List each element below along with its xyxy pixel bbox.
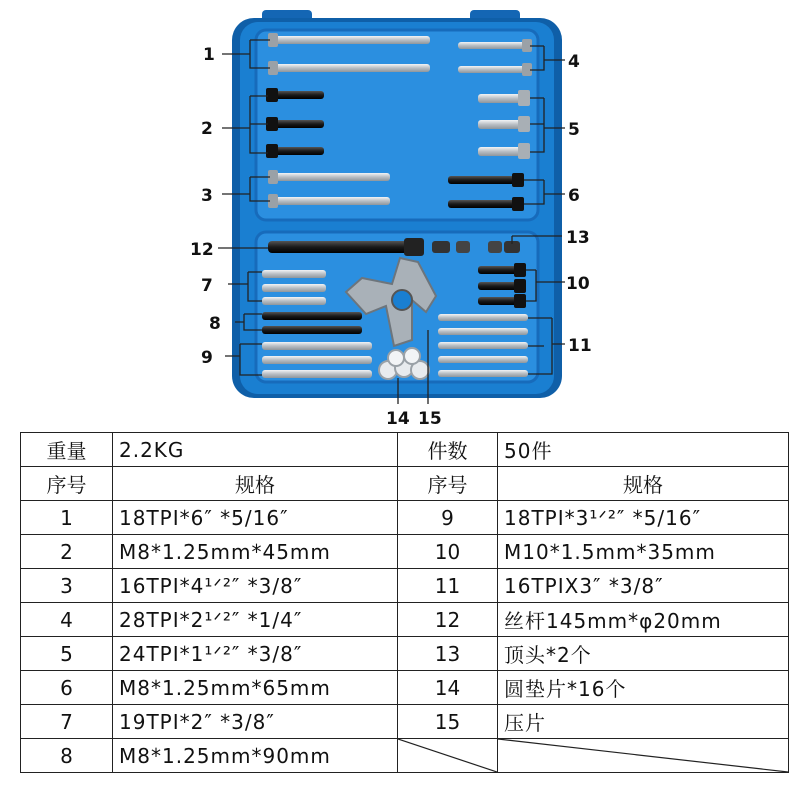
- row-no-left: 2: [21, 535, 113, 569]
- row-no-left: 8: [21, 739, 113, 773]
- callout-13: 13: [566, 228, 590, 248]
- callout-7: 7: [201, 276, 213, 296]
- row-no-left: 4: [21, 603, 113, 637]
- col-header-no-left: 序号: [21, 467, 113, 501]
- row-no-right: 14: [398, 671, 498, 705]
- header-row: [21, 467, 789, 501]
- row-no-right: 13: [398, 637, 498, 671]
- empty-cell-slashed: [498, 739, 789, 773]
- weight-value: 2.2KG: [113, 433, 398, 467]
- spec-table: [20, 432, 789, 773]
- callout-14: 14: [386, 409, 410, 429]
- count-value: 50件: [498, 433, 789, 467]
- row-spec-right: M10*1.5mm*35mm: [498, 535, 789, 569]
- row-spec-left: 19TPI*2″ *3/8″: [113, 705, 398, 739]
- callout-11: 11: [568, 336, 592, 356]
- row-no-right: 9: [398, 501, 498, 535]
- callout-3: 3: [201, 186, 213, 206]
- callout-2: 2: [201, 119, 213, 139]
- table-row: [21, 637, 789, 671]
- row-no-left: 6: [21, 671, 113, 705]
- count-label: 件数: [398, 433, 498, 467]
- row-spec-right: 16TPIX3″ *3/8″: [498, 569, 789, 603]
- row-no-left: 5: [21, 637, 113, 671]
- row-no-left: 7: [21, 705, 113, 739]
- callout-6: 6: [568, 186, 580, 206]
- col-header-spec-right: 规格: [498, 467, 789, 501]
- table-row: [21, 501, 789, 535]
- callout-12: 12: [190, 240, 214, 260]
- table-row: [21, 705, 789, 739]
- weight-label: 重量: [21, 433, 113, 467]
- row-spec-right: 压片: [498, 705, 789, 739]
- table-row: [21, 603, 789, 637]
- table-row: [21, 569, 789, 603]
- row-spec-left: M8*1.25mm*45mm: [113, 535, 398, 569]
- row-no-right: 10: [398, 535, 498, 569]
- row-no-left: 3: [21, 569, 113, 603]
- table-row: [21, 739, 789, 773]
- table-row: [21, 671, 789, 705]
- callout-15: 15: [418, 409, 442, 429]
- row-no-right: 15: [398, 705, 498, 739]
- diagonal-line: [398, 739, 497, 772]
- row-spec-left: M8*1.25mm*90mm: [113, 739, 398, 773]
- row-spec-right: 圆垫片*16个: [498, 671, 789, 705]
- callout-9: 9: [201, 348, 213, 368]
- row-no-right: 12: [398, 603, 498, 637]
- callout-1: 1: [203, 45, 215, 65]
- empty-cell-slashed: [398, 739, 498, 773]
- callout-5: 5: [568, 120, 580, 140]
- row-spec-right: 顶头*2个: [498, 637, 789, 671]
- row-spec-left: 18TPI*6″ *5/16″: [113, 501, 398, 535]
- summary-row: [21, 433, 789, 467]
- col-header-spec-left: 规格: [113, 467, 398, 501]
- diagonal-line: [498, 739, 788, 772]
- row-spec-left: M8*1.25mm*65mm: [113, 671, 398, 705]
- row-no-left: 1: [21, 501, 113, 535]
- row-spec-left: 16TPI*4¹ᐟ²″ *3/8″: [113, 569, 398, 603]
- row-no-right: 11: [398, 569, 498, 603]
- table-row: [21, 535, 789, 569]
- row-spec-left: 24TPI*1¹ᐟ²″ *3/8″: [113, 637, 398, 671]
- callout-8: 8: [209, 314, 221, 334]
- row-spec-right: 丝杆145mm*φ20mm: [498, 603, 789, 637]
- callout-10: 10: [566, 274, 590, 294]
- row-spec-left: 28TPI*2¹ᐟ²″ *1/4″: [113, 603, 398, 637]
- callout-4: 4: [568, 52, 580, 72]
- row-spec-right: 18TPI*3¹ᐟ²″ *5/16″: [498, 501, 789, 535]
- col-header-no-right: 序号: [398, 467, 498, 501]
